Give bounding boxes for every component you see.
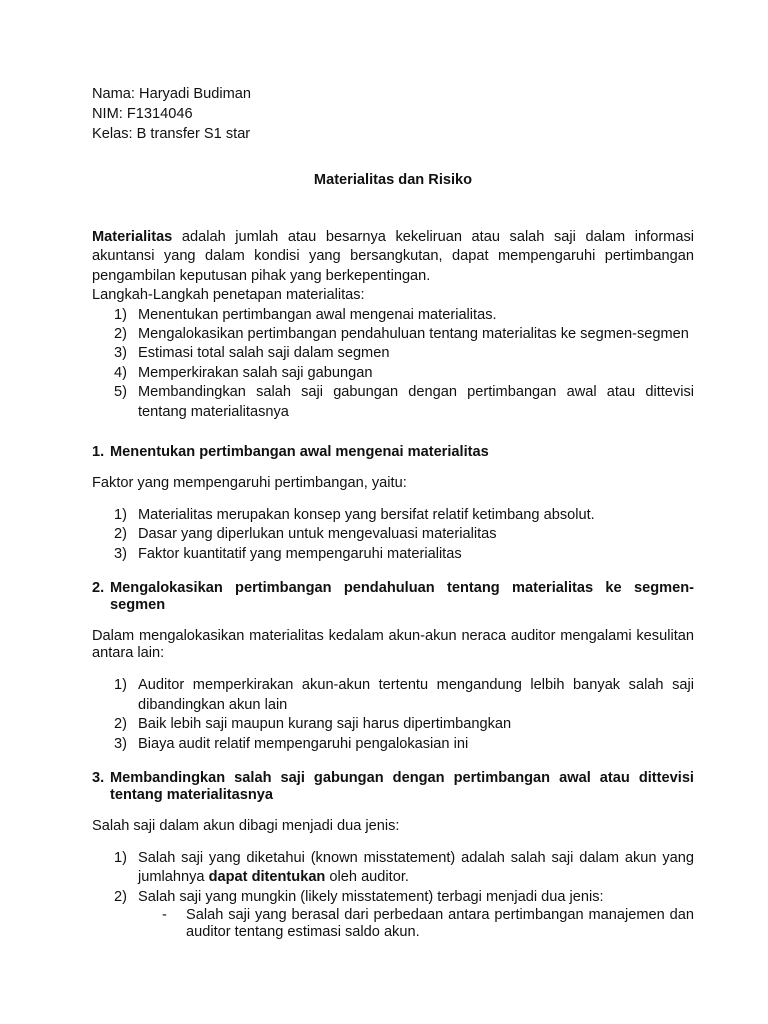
student-nim: NIM: F1314046 <box>92 106 193 122</box>
section-3-heading <box>92 770 694 804</box>
section-2-heading <box>92 580 694 614</box>
section-3-sublist <box>92 907 694 941</box>
list-marker: 1) <box>114 507 127 524</box>
list-item-text: Materialitas merupakan konsep yang bersifat relatif ketimbang absolut. <box>138 507 595 524</box>
list-item-text: Auditor memperkirakan akun-akun tertentu mengandung lelbih banyak salah saji dibandingkan akun lain <box>138 677 694 713</box>
list-item <box>92 735 694 754</box>
section-1-list <box>92 506 694 564</box>
list-item-text: Biaya audit relatif mempengaruhi pengalokasian ini <box>138 735 469 752</box>
list-item <box>92 715 694 734</box>
section-number: 3. <box>92 769 105 786</box>
list-marker: 5) <box>114 384 127 401</box>
list-item-text: Salah saji yang mungkin (likely misstatement) terbagi menjadi dua jenis: <box>138 888 604 905</box>
list-item-text: Dasar yang diperlukan untuk mengevaluasi materialitas <box>138 526 497 543</box>
section-1-paragraph: Faktor yang mempengaruhi pertimbangan, yaitu: <box>92 475 407 492</box>
sub-list-item <box>92 907 694 941</box>
list-marker: 4) <box>114 364 127 381</box>
list-item-text: Mengalokasikan pertimbangan pendahuluan tentang materialitas ke segmen-segmen <box>138 326 689 343</box>
list-marker: 2) <box>114 716 127 733</box>
section-heading-text: Membandingkan salah saji gabungan dengan pertimbangan awal atau dittevisi tentang materialitasnya <box>110 769 694 803</box>
section-3-list <box>92 849 694 907</box>
document-page <box>92 84 694 941</box>
list-item <box>92 545 694 564</box>
steps-label: Langkah-Langkah penetapan materialitas: <box>92 287 365 304</box>
list-marker: 2) <box>114 526 127 543</box>
list-item-text-end: oleh auditor. <box>329 869 409 886</box>
list-item-text: Faktor kuantitatif yang mempengaruhi materialitas <box>138 545 462 562</box>
sub-list-item-text: Salah saji yang berasal dari perbedaan antara pertimbangan manajemen dan auditor tentang estimasi saldo akun. <box>186 907 694 941</box>
section-number: 1. <box>92 444 105 461</box>
list-marker: 1) <box>114 677 127 694</box>
list-item <box>92 525 694 544</box>
document-title: Materialitas dan Risiko <box>313 172 473 188</box>
list-item-text: Menentukan pertimbangan awal mengenai materialitas. <box>138 306 497 323</box>
list-marker: 3) <box>114 345 127 362</box>
section-2-paragraph: Dalam mengalokasikan materialitas kedalam akun-akun neraca auditor mengalami kesulitan antara lain: <box>92 628 694 662</box>
list-marker: 3) <box>114 545 127 562</box>
student-name: Nama: Haryadi Budiman <box>92 86 251 102</box>
list-item <box>92 344 694 363</box>
list-marker: 1) <box>114 306 127 323</box>
section-number: 2. <box>92 580 105 597</box>
list-marker: 2) <box>114 888 127 905</box>
dash-marker: - <box>162 907 167 924</box>
list-item <box>92 325 694 344</box>
list-item-emphasis: dapat ditentukan <box>208 869 326 886</box>
list-item <box>92 676 694 715</box>
list-item <box>92 364 694 383</box>
list-marker: 1) <box>114 849 127 866</box>
list-marker: 2) <box>114 326 127 343</box>
list-item-text: Membandingkan salah saji gabungan dengan pertimbangan awal atau dittevisi tentang materialitasnya <box>138 384 694 420</box>
section-1-heading <box>92 444 694 461</box>
student-class: Kelas: B transfer S1 star <box>92 126 251 142</box>
student-info <box>92 84 694 144</box>
list-item <box>92 306 694 325</box>
list-item-text: Estimasi total salah saji dalam segmen <box>138 345 390 362</box>
intro-term: Materialitas <box>92 229 173 245</box>
section-2-list <box>92 676 694 754</box>
list-item-text: Salah saji yang diketahui (known misstatement) adalah salah saji dalam akun yang jumlahnya <box>138 849 694 886</box>
section-heading-text: Mengalokasikan pertimbangan pendahuluan tentang materialitas ke segmen-segmen <box>110 580 694 614</box>
list-marker: 3) <box>114 735 127 752</box>
section-3-paragraph: Salah saji dalam akun dibagi menjadi dua jenis: <box>92 817 400 834</box>
steps-list <box>92 306 694 422</box>
list-item <box>92 506 694 525</box>
list-item-text: Memperkirakan salah saji gabungan <box>138 364 373 381</box>
list-item <box>92 849 694 888</box>
list-item <box>92 888 694 907</box>
list-item <box>92 383 694 422</box>
section-heading-text: Menentukan pertimbangan awal mengenai materialitas <box>110 444 489 461</box>
intro-definition-text: adalah jumlah atau besarnya kekeliruan atau salah saji dalam informasi akuntansi yang dalam kondisi yang bersangkutan, dapat mempengaruhi pertimbangan pengambilan keputusan pihak yang berkepentingan. <box>92 229 694 284</box>
list-item-text: Baik lebih saji maupun kurang saji harus dipertimbangkan <box>138 716 512 733</box>
intro-definition <box>92 228 694 286</box>
